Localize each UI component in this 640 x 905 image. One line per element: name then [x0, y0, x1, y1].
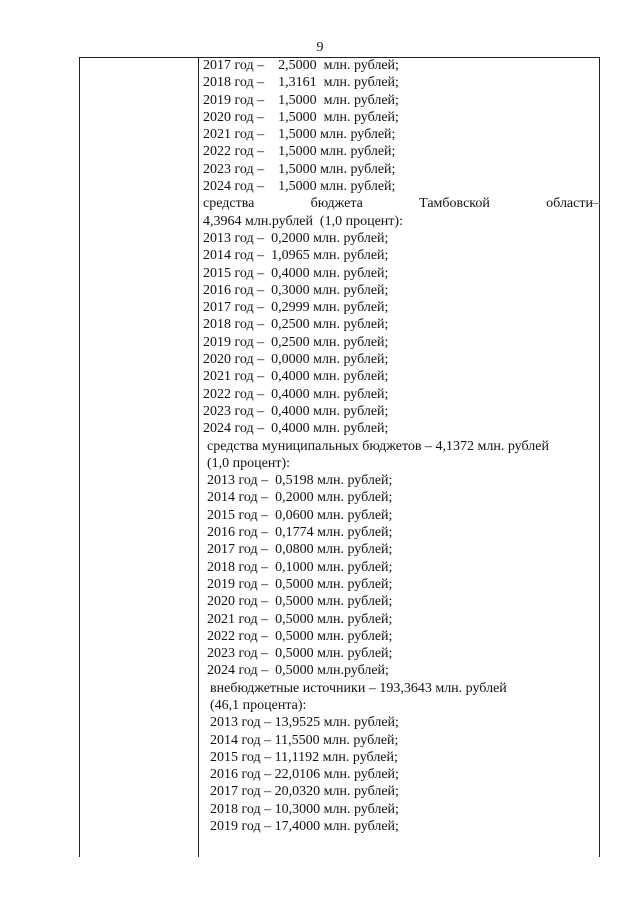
funding-line: 2021 год – 0,4000 млн. рублей; — [203, 369, 389, 385]
funding-line: 2020 год – 0,0000 млн. рублей; — [203, 352, 389, 368]
heading-word: бюджета — [310, 196, 363, 212]
funding-line: 2014 год – 11,5500 млн. рублей; — [210, 732, 399, 748]
funding-line: 2017 год – 2,5000 млн. рублей; — [203, 58, 399, 73]
funding-line: 2013 год – 0,5198 млн. рублей; — [207, 473, 393, 489]
funding-line: 2016 год – 22,0106 млн. рублей; — [210, 767, 399, 783]
column-divider — [198, 57, 199, 857]
funding-line: 2019 год – 17,4000 млн. рублей; — [210, 819, 399, 835]
municipal-budget-percent: (1,0 процент): — [207, 455, 291, 471]
funding-line: 2014 год – 1,0965 млн. рублей; — [203, 248, 389, 264]
funding-line: 2015 год – 11,1192 млн. рублей; — [210, 749, 398, 765]
funding-text — [203, 57, 593, 835]
heading-word: области — [546, 196, 593, 212]
funding-line: 2024 год – 0,4000 млн. рублей; — [203, 421, 389, 437]
funding-line: 2018 год – 0,2500 млн. рублей; — [203, 317, 389, 333]
funding-line: 2022 год – 1,5000 млн. рублей; — [203, 144, 396, 160]
funding-line: 2021 год – 0,5000 млн. рублей; — [207, 611, 393, 627]
funding-line: 2017 год – 20,0320 млн. рублей; — [210, 784, 399, 800]
funding-line: 2019 год – 1,5000 млн. рублей; — [203, 92, 399, 108]
funding-line: 2018 год – 1,3161 млн. рублей; — [203, 75, 399, 91]
margin-mark — [592, 203, 600, 204]
funding-line: 2021 год – 1,5000 млн. рублей; — [203, 127, 396, 143]
heading-word: Тамбовской — [419, 196, 490, 212]
funding-line: 2023 год – 1,5000 млн. рублей; — [203, 161, 396, 177]
funding-line: 2013 год – 13,9525 млн. рублей; — [210, 715, 399, 731]
funding-line: 2015 год – 0,4000 млн. рублей; — [203, 265, 389, 281]
funding-line: 2023 год – 0,4000 млн. рублей; — [203, 403, 389, 419]
funding-line: 2022 год – 0,4000 млн. рублей; — [203, 386, 389, 402]
funding-line: 2019 год – 0,2500 млн. рублей; — [203, 334, 389, 350]
funding-line: 2024 год – 1,5000 млн. рублей; — [203, 179, 396, 195]
funding-line: 2020 год – 0,5000 млн. рублей; — [207, 594, 393, 610]
funding-line: 2013 год – 0,2000 млн. рублей; — [203, 230, 389, 246]
funding-line: 2018 год – 0,1000 млн. рублей; — [207, 559, 393, 575]
page-number: 9 — [316, 40, 324, 55]
funding-line: 2016 год – 0,1774 млн. рублей; — [207, 525, 393, 541]
regional-budget-heading — [203, 195, 593, 212]
funding-line: 2017 год – 0,2999 млн. рублей; — [203, 300, 389, 316]
funding-line: 2016 год – 0,3000 млн. рублей; — [203, 282, 389, 298]
funding-line: 2019 год – 0,5000 млн. рублей; — [207, 576, 393, 592]
funding-line: 2017 год – 0,0800 млн. рублей; — [207, 542, 393, 558]
extrabudgetary-percent: (46,1 процента): — [210, 697, 307, 713]
funding-line: 2022 год – 0,5000 млн. рублей; — [207, 628, 393, 644]
funding-line: 2018 год – 10,3000 млн. рублей; — [210, 801, 399, 817]
funding-line: 2024 год – 0,5000 млн.рублей; — [207, 663, 389, 679]
municipal-budget-heading: средства муниципальных бюджетов – 4,1372 млн. рублей — [207, 438, 549, 454]
funding-line: 2023 год – 0,5000 млн. рублей; — [207, 646, 393, 662]
funding-line: 2014 год – 0,2000 млн. рублей; — [207, 490, 393, 506]
funding-line: 2015 год – 0,0600 млн. рублей; — [207, 507, 393, 523]
funding-line: 2020 год – 1,5000 млн. рублей; — [203, 109, 399, 125]
regional-budget-total: 4,3964 млн.рублей (1,0 процент): — [203, 213, 403, 229]
extrabudgetary-heading: внебюджетные источники – 193,3643 млн. рублей — [210, 680, 507, 696]
heading-word: средства — [203, 196, 255, 212]
